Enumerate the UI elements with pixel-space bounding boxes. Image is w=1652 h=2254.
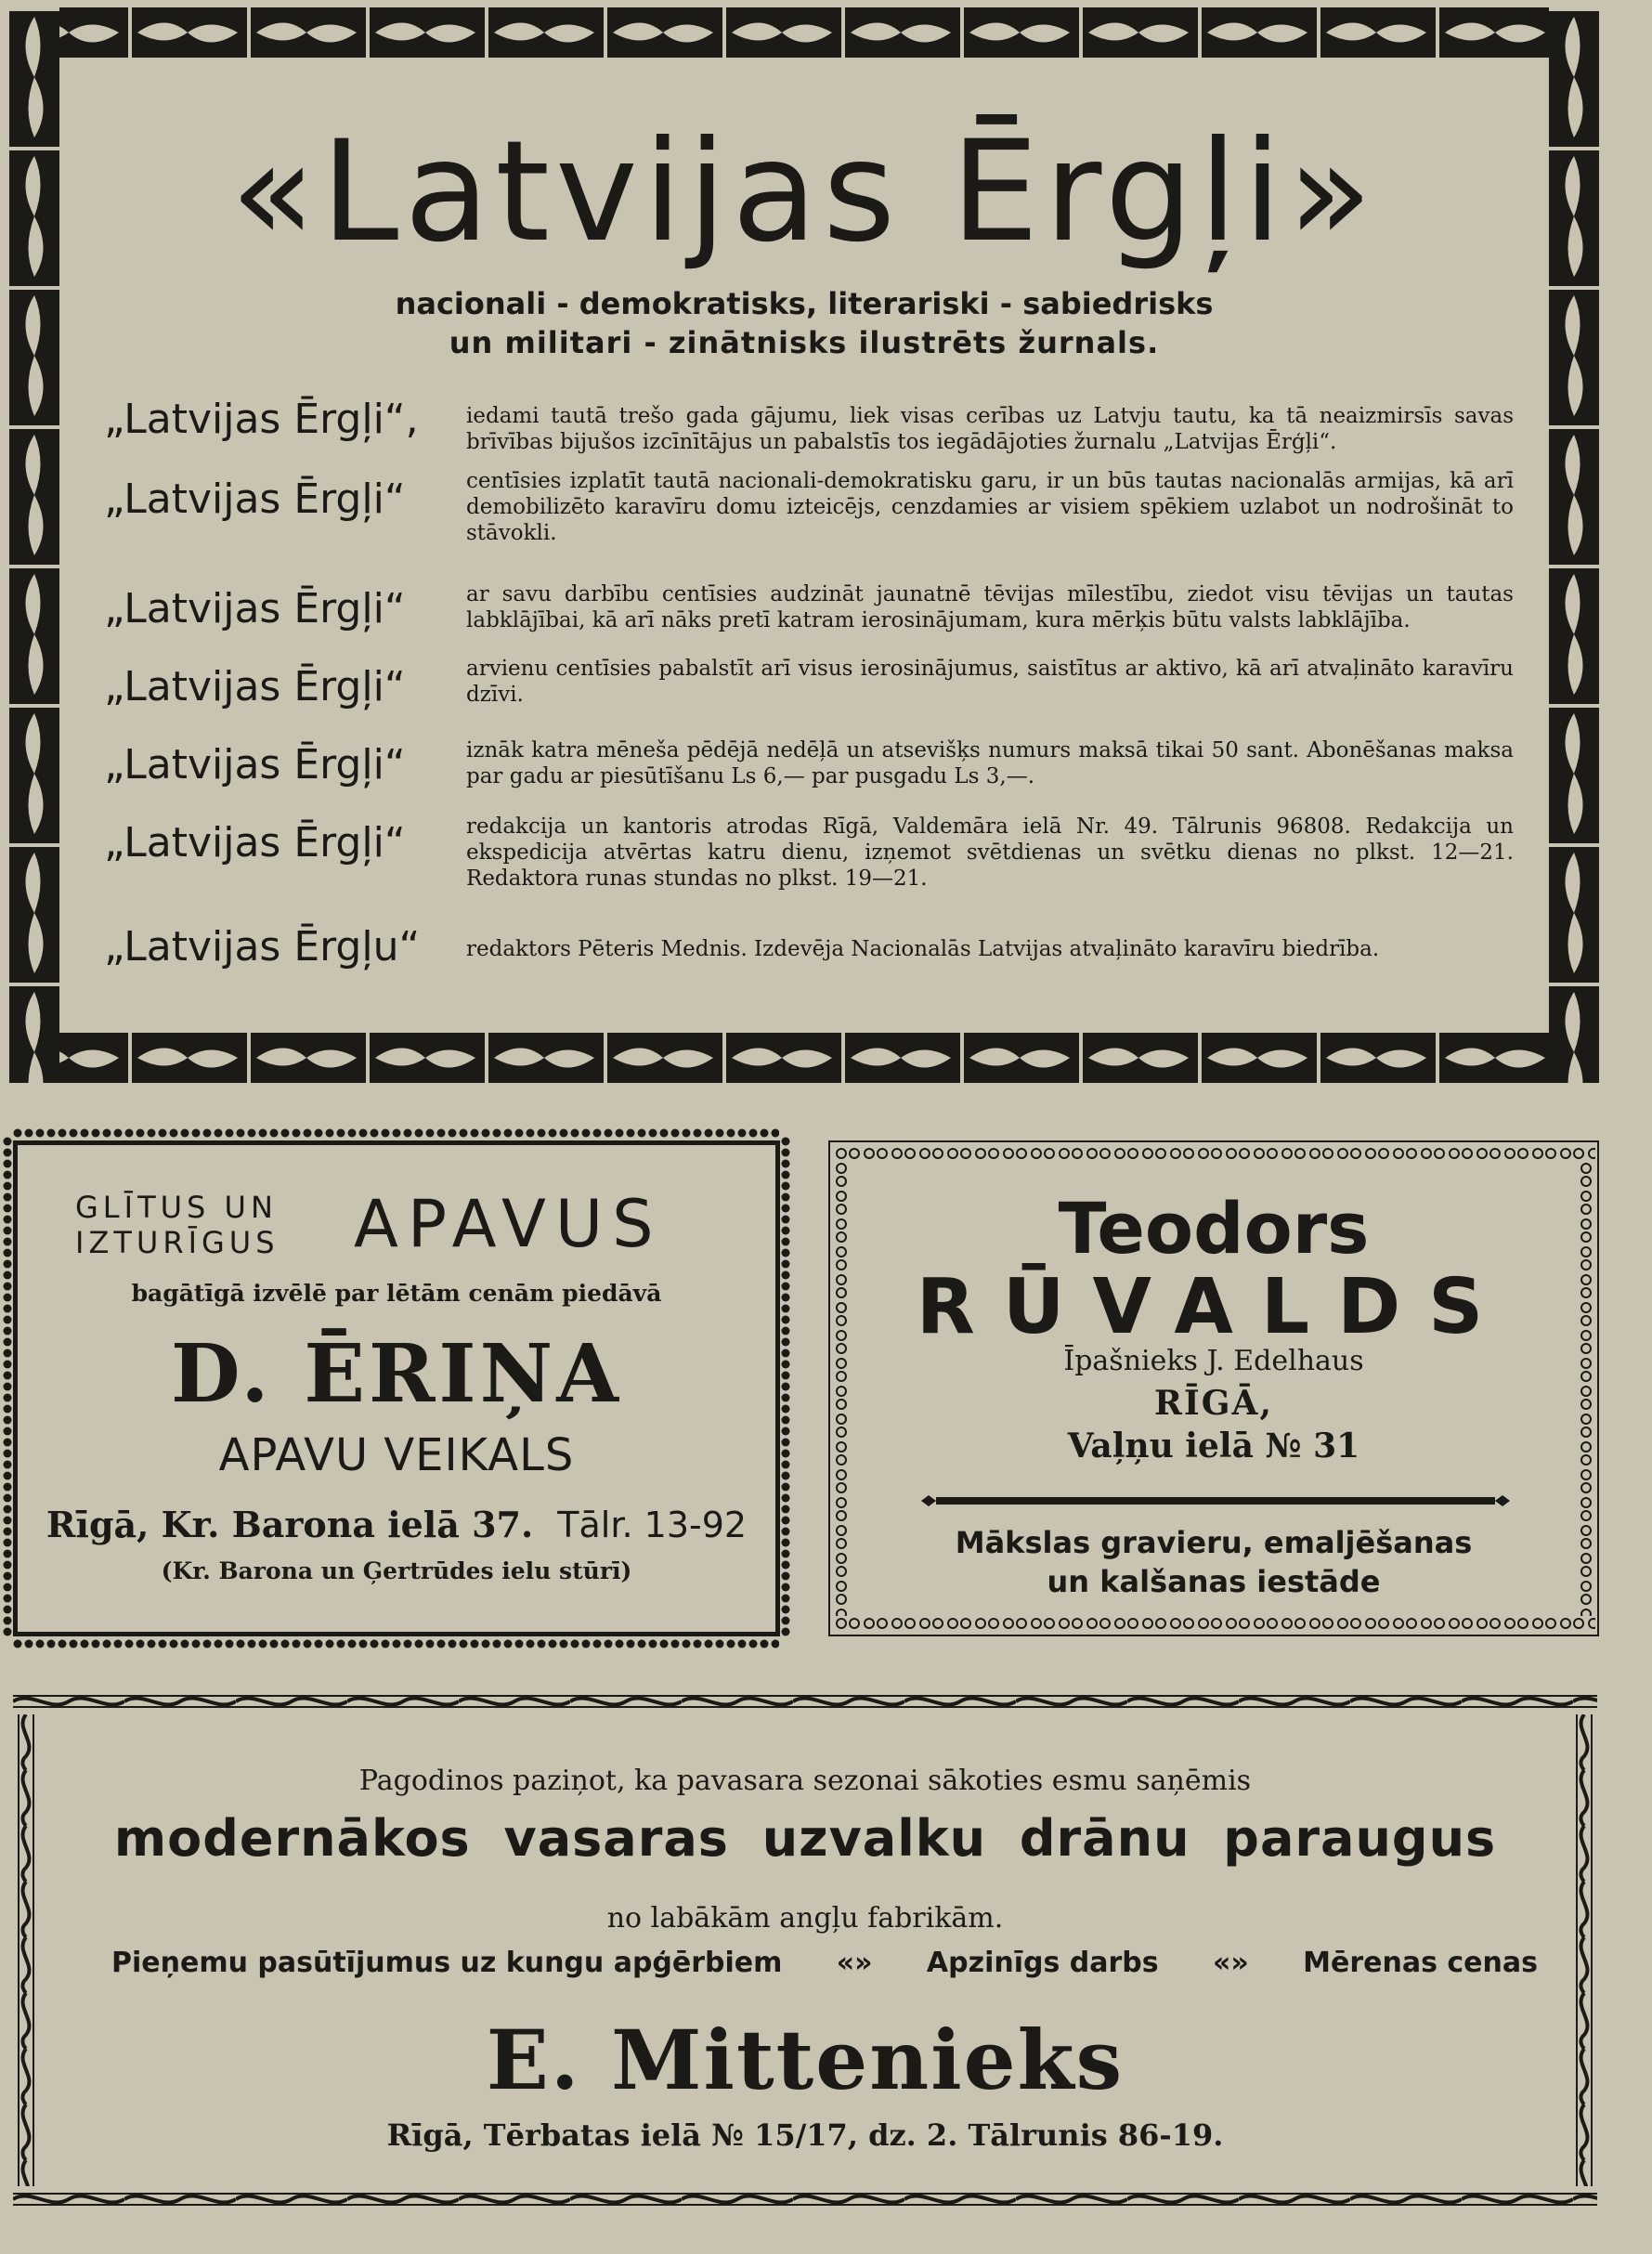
slogan-quality: Apzinīgs darbs <box>926 1947 1159 1979</box>
entry-text: redakcija un kantoris atrodas Rīgā, Valdemāra ielā Nr. 49. Tālrunis 96808. Redakcija un ekspedicija atvērtas katru dienu, izņemot svētdienas un svētku dienas no plkst. 12—21. Redaktora runas stundas no plkst. 19—21. <box>466 814 1514 891</box>
headline: modernākos vasaras uzvalku drānu paraugus <box>113 1809 1497 1868</box>
ornamental-border-bottom <box>9 1033 1599 1083</box>
engraver-city: RĪGĀ, <box>1154 1384 1273 1423</box>
masthead-title: «Latvijas Ērgļi» <box>229 111 1379 273</box>
engraver-owner: Īpašnieks J. Edelhaus <box>1063 1345 1364 1377</box>
wave-border-bottom <box>13 2186 1597 2212</box>
entry-text: redaktors Pēteris Mednis. Izdevēja Nacionalās Latvijas atvaļināto karavīru biedrība. <box>466 937 1380 961</box>
entry-text: ar savu darbību centīsies audzināt jaunatnē tēvijas mīlestību, ziedot visu tēvijas un tautas labklājībai, kā arī nāks pretī katram ierosinājumam, kura mērķis būtu valsts labklājība. <box>466 582 1514 632</box>
bead-border-bottom <box>12 1639 779 1648</box>
store-owner: D. ĒRIŅA <box>171 1327 622 1421</box>
address-line <box>18 1504 775 1545</box>
small-heading-line-1: GLĪTUS UN <box>75 1190 278 1225</box>
slogan-prices: Mērenas cenas <box>1303 1947 1538 1979</box>
entry-name: „Latvijas Ērgļi“ <box>104 585 406 632</box>
entry-name: „Latvijas Ērgļi“ <box>104 476 406 523</box>
slogan-line <box>111 1947 1538 1979</box>
store-address: Rīgā, Kr. Barona ielā 37. <box>46 1504 534 1545</box>
entry-name: „Latvijas Ērgļi“ <box>104 819 406 866</box>
bead-border-right <box>781 1136 790 1637</box>
chain-border-top <box>834 1146 1595 1161</box>
ornamental-border-left <box>9 7 59 1083</box>
tailor-advertisement <box>13 1688 1597 2212</box>
tailor-address: Rīgā, Tērbatas ielā № 15/17, dz. 2. Tālrunis 86-19. <box>386 2117 1224 2153</box>
entry-text: iznāk katra mēneša pēdējā nedēļā un atsevišķs numurs maksā tikai 50 sant. Abonēšanas maksa par gadu ar piesūtīšanu Ls 6,— par pusgadu Ls 3,—. <box>466 738 1514 788</box>
shoe-store-advertisement <box>13 1140 780 1636</box>
engraver-advertisement <box>828 1140 1599 1636</box>
slogan-orders: Pieņemu pasūtījumus uz kungu apģērbiem <box>111 1947 783 1979</box>
bead-border-left <box>3 1136 12 1637</box>
bead-border-top <box>12 1128 779 1138</box>
subtitle-line-1: nacionali - demokratisks, literariski - sabiedrisks <box>395 286 1214 321</box>
intro-line: Pagodinos paziņot, ka pavasara sezonai sākoties esmu saņēmis <box>358 1765 1252 1797</box>
small-heading <box>75 1190 280 1260</box>
magazine-advertisement <box>9 7 1599 1083</box>
engraver-last-name: RŪVALDS <box>916 1263 1512 1351</box>
entry-name: „Latvijas Ērgļi“ <box>104 741 406 788</box>
ornamental-border-right <box>1549 7 1599 1083</box>
big-heading: APAVUS <box>354 1186 663 1262</box>
chain-border-bottom <box>834 1616 1595 1631</box>
source-line: no labākām angļu fabrikām. <box>606 1902 1004 1935</box>
entry-name: „Latvijas Ērgļi“ <box>104 663 406 710</box>
engraver-first-name: Teodors <box>1058 1187 1370 1270</box>
corner-note: (Kr. Barona un Ģertrūdes ielu stūrī) <box>161 1557 632 1584</box>
store-type: APAVU VEIKALS <box>218 1429 575 1481</box>
subtitle-line-2: un militari - zinātnisks ilustrēts žurnals. <box>449 325 1160 360</box>
entry-text: centīsies izplatīt tautā nacionali-demokratisku garu, ir un būs tautas nacionalās armijas, kā arī demobilizēto karavīru domu izteicējs, cenzdamies ar visiem spēkiem uzlabot un nodrošināt to stāvokli. <box>466 469 1514 545</box>
slogan-separator: «» <box>1213 1947 1249 1979</box>
wave-border-top <box>13 1688 1597 1714</box>
ornamental-border-top <box>9 7 1599 58</box>
entry-name: „Latvijas Ērgļi“, <box>104 396 419 443</box>
entry-text: arvienu centīsies pabalstīt arī visus ierosinājumus, saistītus ar aktivo, kā arī atvaļināto karavīru dzīvi. <box>466 657 1514 707</box>
service-line-1: Mākslas gravieru, emaljēšanas <box>955 1525 1473 1560</box>
store-phone: Tālr. 13-92 <box>557 1505 748 1545</box>
divider-rule <box>914 1493 1517 1508</box>
slogan-separator: «» <box>836 1947 873 1979</box>
entry-name: „Latvijas Ērgļu“ <box>104 923 421 971</box>
tailor-name: E. Mittenieks <box>486 2012 1125 2108</box>
service-line-2: un kalšanas iestāde <box>1047 1564 1381 1599</box>
entry-text: iedami tautā trešo gada gājumu, liek visas cerības uz Latvju tautu, ka tā neaizmirsīs savas brīvības bijušos izcīnītājus un pabalstīs tos iegādājoties žurnalu „Latvijas Ērģļi“. <box>466 404 1514 454</box>
masthead-subtitle <box>67 284 1541 362</box>
offer-line: bagātīgā izvēlē par lētām cenām piedāvā <box>131 1280 662 1307</box>
small-heading-line-2: IZTURĪGUS <box>75 1225 280 1260</box>
engraver-street: Vaļņu ielā № 31 <box>1067 1427 1360 1466</box>
service-description <box>830 1523 1597 1601</box>
